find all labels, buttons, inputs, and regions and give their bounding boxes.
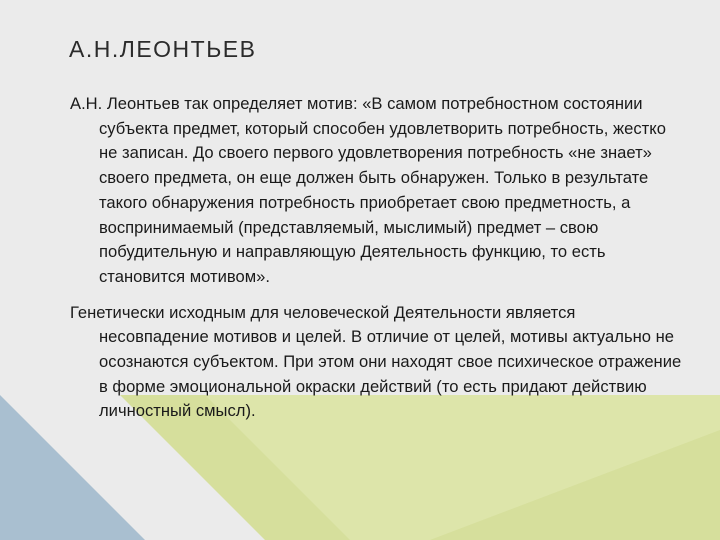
slide-title: А.Н.ЛЕОНТЬЕВ bbox=[69, 36, 257, 62]
slide-body bbox=[70, 92, 682, 435]
paragraph-motives-goals: Генетически исходным для человеческой Деятельности является несовпадение мотивов и целей. В отличие от целей, мотивы актуально не осознаются субъектом. При этом они находят свое психическое отражение в форме эмоциональной окраски действий (то есть придают действию личностный смысл). bbox=[70, 302, 682, 421]
paragraph-motive-definition: А.Н. Леонтьев так определяет мотив: «В самом потребностном состоянии субъекта предмет, который способен удовлетворить потребность, жестко не записан. До своего первого удовлетворения потребность «не знает» своего предмета, он еще должен быть обнаружен. Только в результате такого обнаружения потребность приобретает свою предметность, а воспринимаемый (представляемый, мыслимый) предмет – свою побудительную и направляющую Деятельность функцию, то есть становится мотивом». bbox=[70, 94, 666, 286]
